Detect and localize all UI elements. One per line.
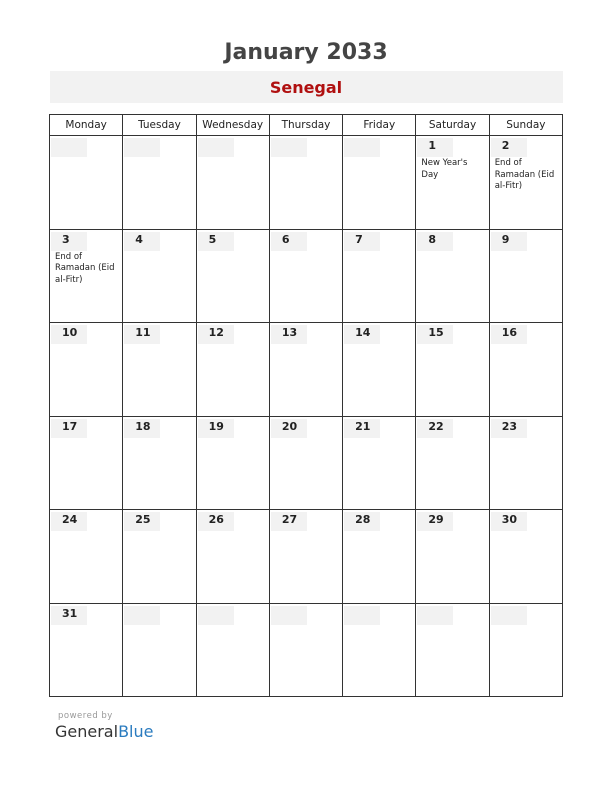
day-number: 28 <box>355 513 371 526</box>
day-number: 20 <box>281 419 298 433</box>
powered-by-text: powered by <box>58 711 113 721</box>
day-number-box <box>124 606 160 625</box>
weekday-header: Sunday <box>489 115 562 136</box>
day-number: 16 <box>501 326 517 339</box>
weekday-header: Thursday <box>269 115 342 136</box>
holiday-label: End of Ramadan (Eid al-Fitr) <box>55 251 115 285</box>
day-cell <box>196 136 269 230</box>
day-number: 30 <box>501 513 517 526</box>
day-number: 12 <box>208 326 224 339</box>
day-cell <box>416 416 489 510</box>
day-number: 5 <box>208 232 217 246</box>
weekday-header: Tuesday <box>123 115 196 136</box>
day-cell <box>123 603 196 697</box>
day-number: 31 <box>62 606 78 620</box>
day-cell <box>416 323 489 417</box>
day-cell <box>123 416 196 510</box>
day-number: 6 <box>281 232 290 246</box>
day-number-box <box>51 138 87 157</box>
day-cell <box>269 229 342 323</box>
day-number: 2 <box>501 139 510 152</box>
day-number: 29 <box>428 513 444 526</box>
brand-name-part1: General <box>55 722 119 741</box>
day-number-box <box>344 606 380 625</box>
day-number-box <box>124 138 160 157</box>
day-cell <box>269 510 342 604</box>
day-cell <box>489 136 562 230</box>
day-number: 25 <box>135 513 151 526</box>
calendar-grid <box>49 114 563 697</box>
day-cell <box>489 416 562 510</box>
weekday-header: Monday <box>50 115 123 136</box>
calendar-title: January 2033 <box>224 40 388 65</box>
week-row <box>50 323 563 417</box>
day-cell <box>489 323 562 417</box>
day-cell <box>489 603 562 697</box>
day-cell <box>343 136 416 230</box>
day-number: 13 <box>281 326 298 339</box>
day-number: 8 <box>428 232 437 246</box>
day-number-box <box>417 606 453 625</box>
day-cell <box>50 229 123 323</box>
day-cell <box>50 510 123 604</box>
day-cell <box>196 416 269 510</box>
day-cell <box>343 510 416 604</box>
day-cell <box>196 510 269 604</box>
day-number-box <box>271 606 307 625</box>
weekday-header: Wednesday <box>196 115 269 136</box>
day-number: 24 <box>62 513 78 526</box>
week-row <box>50 603 563 697</box>
day-number: 23 <box>501 419 517 433</box>
day-number: 19 <box>208 419 224 433</box>
day-cell <box>343 323 416 417</box>
country-name: Senegal <box>269 78 343 97</box>
day-number: 17 <box>62 419 78 433</box>
day-number: 10 <box>62 326 78 339</box>
day-number: 1 <box>428 139 437 152</box>
day-number: 27 <box>281 513 298 526</box>
day-number-box <box>491 606 527 625</box>
week-row <box>50 136 563 230</box>
day-number-box <box>198 606 234 625</box>
day-cell <box>269 416 342 510</box>
day-cell <box>416 603 489 697</box>
day-number: 15 <box>428 326 444 339</box>
day-cell <box>416 229 489 323</box>
day-cell <box>196 603 269 697</box>
day-number: 7 <box>355 232 363 246</box>
day-number: 21 <box>355 419 371 433</box>
day-number-box <box>344 138 380 157</box>
day-cell <box>50 136 123 230</box>
day-number: 3 <box>62 232 70 246</box>
week-row <box>50 229 563 323</box>
day-number: 18 <box>135 419 151 433</box>
holiday-label: New Year's Day <box>421 158 468 180</box>
day-cell <box>50 603 123 697</box>
day-cell <box>123 510 196 604</box>
week-row <box>50 510 563 604</box>
day-number-box <box>198 138 234 157</box>
day-number: 9 <box>501 232 510 246</box>
day-cell <box>269 603 342 697</box>
day-cell <box>489 229 562 323</box>
day-number: 22 <box>428 419 444 433</box>
week-row <box>50 416 563 510</box>
brand-name-part2: Blue <box>118 722 154 741</box>
day-number: 26 <box>208 513 224 526</box>
holiday-label: End of Ramadan (Eid al-Fitr) <box>494 158 555 191</box>
day-number: 14 <box>355 326 371 339</box>
day-cell <box>343 603 416 697</box>
day-cell <box>123 229 196 323</box>
day-cell <box>416 136 489 230</box>
day-cell <box>269 323 342 417</box>
day-cell <box>196 323 269 417</box>
day-number: 11 <box>135 326 151 339</box>
weekday-header: Saturday <box>416 115 489 136</box>
weekday-header: Friday <box>343 115 416 136</box>
brand-logo[interactable] <box>55 722 153 741</box>
day-cell <box>489 510 562 604</box>
day-cell <box>123 136 196 230</box>
day-cell <box>50 323 123 417</box>
day-cell <box>50 416 123 510</box>
day-cell <box>269 136 342 230</box>
day-number: 4 <box>135 232 143 246</box>
weekday-header-row <box>50 115 563 136</box>
day-cell <box>343 229 416 323</box>
day-cell <box>123 323 196 417</box>
day-cell <box>343 416 416 510</box>
day-cell <box>196 229 269 323</box>
day-cell <box>416 510 489 604</box>
day-number-box <box>271 138 307 157</box>
